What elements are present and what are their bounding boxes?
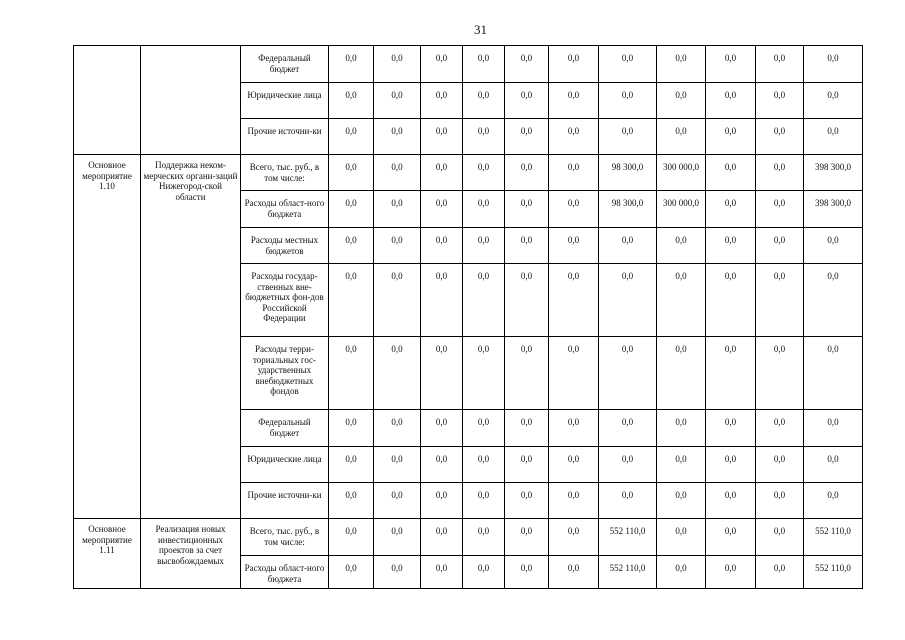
value-cell: 0,0 xyxy=(421,119,463,155)
value-cell: 0,0 xyxy=(804,264,863,337)
value-cell: 0,0 xyxy=(804,483,863,519)
value-cell: 0,0 xyxy=(421,228,463,264)
value-cell: 0,0 xyxy=(329,191,374,228)
value-cell: 0,0 xyxy=(549,119,599,155)
value-cell: 0,0 xyxy=(804,447,863,483)
value-cell: 0,0 xyxy=(599,228,657,264)
value-cell: 0,0 xyxy=(463,155,505,191)
value-cell: 0,0 xyxy=(756,447,804,483)
value-cell: 0,0 xyxy=(421,410,463,447)
funding-source-cell: Всего, тыс. руб., в том числе: xyxy=(241,519,329,556)
value-cell: 0,0 xyxy=(463,46,505,83)
value-cell: 0,0 xyxy=(756,191,804,228)
value-cell: 0,0 xyxy=(756,46,804,83)
value-cell: 0,0 xyxy=(421,83,463,119)
value-cell: 552 110,0 xyxy=(804,556,863,589)
value-cell: 300 000,0 xyxy=(657,155,706,191)
value-cell: 0,0 xyxy=(374,410,421,447)
value-cell: 0,0 xyxy=(463,447,505,483)
value-cell: 0,0 xyxy=(463,119,505,155)
value-cell: 0,0 xyxy=(505,46,549,83)
event-cell xyxy=(74,46,141,155)
value-cell: 0,0 xyxy=(549,228,599,264)
value-cell: 0,0 xyxy=(599,83,657,119)
value-cell: 0,0 xyxy=(549,556,599,589)
value-cell: 0,0 xyxy=(549,46,599,83)
value-cell: 0,0 xyxy=(463,337,505,410)
value-cell: 0,0 xyxy=(374,447,421,483)
funding-source-cell: Расходы государ-ственных вне-бюджетных фон-дов Российской Федерации xyxy=(241,264,329,337)
value-cell: 0,0 xyxy=(505,410,549,447)
value-cell: 0,0 xyxy=(804,119,863,155)
value-cell: 0,0 xyxy=(756,264,804,337)
page-number: 31 xyxy=(474,22,487,37)
value-cell: 0,0 xyxy=(804,83,863,119)
funding-source-cell: Федеральный бюджет xyxy=(241,410,329,447)
value-cell: 0,0 xyxy=(549,410,599,447)
value-cell: 0,0 xyxy=(329,519,374,556)
value-cell: 0,0 xyxy=(706,410,756,447)
value-cell: 0,0 xyxy=(463,264,505,337)
value-cell: 0,0 xyxy=(421,264,463,337)
value-cell: 0,0 xyxy=(599,337,657,410)
value-cell: 0,0 xyxy=(329,83,374,119)
value-cell: 0,0 xyxy=(421,337,463,410)
value-cell: 0,0 xyxy=(329,447,374,483)
value-cell: 0,0 xyxy=(374,119,421,155)
value-cell: 0,0 xyxy=(706,519,756,556)
value-cell: 0,0 xyxy=(706,155,756,191)
value-cell: 0,0 xyxy=(706,264,756,337)
value-cell: 0,0 xyxy=(756,119,804,155)
value-cell: 0,0 xyxy=(549,447,599,483)
funding-source-cell: Юридические лица xyxy=(241,447,329,483)
value-cell: 0,0 xyxy=(421,191,463,228)
value-cell: 0,0 xyxy=(756,83,804,119)
value-cell: 0,0 xyxy=(657,119,706,155)
value-cell: 0,0 xyxy=(756,519,804,556)
value-cell: 0,0 xyxy=(599,264,657,337)
funding-source-cell: Расходы терри-ториальных гос-ударственных внебюджетных фондов xyxy=(241,337,329,410)
table-row xyxy=(74,46,863,83)
value-cell: 0,0 xyxy=(463,191,505,228)
budget-table xyxy=(73,45,863,589)
value-cell: 0,0 xyxy=(374,46,421,83)
event-name-cell: Поддержка неком-мерческих органи-заций Нижегород-ской области xyxy=(141,155,241,519)
event-cell: Основное мероприятие 1.11 xyxy=(74,519,141,589)
value-cell: 0,0 xyxy=(505,83,549,119)
value-cell: 0,0 xyxy=(505,556,549,589)
value-cell: 0,0 xyxy=(374,337,421,410)
event-cell: Основное мероприятие 1.10 xyxy=(74,155,141,519)
value-cell: 0,0 xyxy=(374,191,421,228)
value-cell: 0,0 xyxy=(756,483,804,519)
value-cell: 0,0 xyxy=(463,83,505,119)
value-cell: 0,0 xyxy=(421,447,463,483)
value-cell: 0,0 xyxy=(505,119,549,155)
value-cell: 0,0 xyxy=(463,556,505,589)
value-cell: 0,0 xyxy=(756,228,804,264)
table-row xyxy=(74,519,863,556)
value-cell: 0,0 xyxy=(804,410,863,447)
value-cell: 0,0 xyxy=(374,519,421,556)
value-cell: 0,0 xyxy=(756,410,804,447)
value-cell: 0,0 xyxy=(505,191,549,228)
value-cell: 0,0 xyxy=(549,264,599,337)
funding-source-cell: Федеральный бюджет xyxy=(241,46,329,83)
value-cell: 0,0 xyxy=(374,556,421,589)
funding-source-cell: Прочие источни-ки xyxy=(241,119,329,155)
value-cell: 0,0 xyxy=(657,447,706,483)
value-cell: 0,0 xyxy=(756,556,804,589)
funding-source-cell: Расходы местных бюджетов xyxy=(241,228,329,264)
value-cell: 0,0 xyxy=(549,191,599,228)
value-cell: 0,0 xyxy=(657,519,706,556)
event-name-cell xyxy=(141,46,241,155)
value-cell: 0,0 xyxy=(804,46,863,83)
value-cell: 0,0 xyxy=(374,264,421,337)
funding-source-cell: Юридические лица xyxy=(241,83,329,119)
value-cell: 398 300,0 xyxy=(804,191,863,228)
value-cell: 0,0 xyxy=(657,556,706,589)
value-cell: 0,0 xyxy=(599,119,657,155)
value-cell: 0,0 xyxy=(657,337,706,410)
value-cell: 552 110,0 xyxy=(804,519,863,556)
value-cell: 0,0 xyxy=(706,83,756,119)
value-cell: 0,0 xyxy=(706,337,756,410)
value-cell: 0,0 xyxy=(549,519,599,556)
value-cell: 0,0 xyxy=(599,46,657,83)
value-cell: 398 300,0 xyxy=(804,155,863,191)
value-cell: 0,0 xyxy=(329,556,374,589)
value-cell: 0,0 xyxy=(706,483,756,519)
value-cell: 0,0 xyxy=(505,155,549,191)
value-cell: 0,0 xyxy=(421,556,463,589)
value-cell: 0,0 xyxy=(599,410,657,447)
value-cell: 0,0 xyxy=(706,191,756,228)
value-cell: 0,0 xyxy=(505,337,549,410)
value-cell: 0,0 xyxy=(329,483,374,519)
value-cell: 0,0 xyxy=(463,483,505,519)
value-cell: 0,0 xyxy=(657,483,706,519)
value-cell: 0,0 xyxy=(657,264,706,337)
value-cell: 0,0 xyxy=(463,519,505,556)
value-cell: 0,0 xyxy=(706,556,756,589)
value-cell: 552 110,0 xyxy=(599,519,657,556)
value-cell: 0,0 xyxy=(804,337,863,410)
value-cell: 0,0 xyxy=(421,155,463,191)
value-cell: 98 300,0 xyxy=(599,191,657,228)
event-name-cell: Реализация новых инвестиционных проектов за счет высвобождаемых xyxy=(141,519,241,589)
value-cell: 0,0 xyxy=(374,483,421,519)
value-cell: 0,0 xyxy=(329,155,374,191)
value-cell: 0,0 xyxy=(329,228,374,264)
value-cell: 98 300,0 xyxy=(599,155,657,191)
value-cell: 0,0 xyxy=(374,155,421,191)
value-cell: 0,0 xyxy=(505,519,549,556)
value-cell: 0,0 xyxy=(706,46,756,83)
value-cell: 0,0 xyxy=(463,410,505,447)
value-cell: 0,0 xyxy=(657,83,706,119)
value-cell: 0,0 xyxy=(756,155,804,191)
value-cell: 0,0 xyxy=(549,155,599,191)
value-cell: 0,0 xyxy=(329,119,374,155)
funding-source-cell: Всего, тыс. руб., в том числе: xyxy=(241,155,329,191)
value-cell: 552 110,0 xyxy=(599,556,657,589)
funding-source-cell: Расходы област-ного бюджета xyxy=(241,556,329,589)
value-cell: 0,0 xyxy=(374,83,421,119)
value-cell: 0,0 xyxy=(505,264,549,337)
value-cell: 0,0 xyxy=(374,228,421,264)
value-cell: 0,0 xyxy=(706,447,756,483)
value-cell: 0,0 xyxy=(329,337,374,410)
value-cell: 300 000,0 xyxy=(657,191,706,228)
value-cell: 0,0 xyxy=(599,483,657,519)
value-cell: 0,0 xyxy=(421,46,463,83)
value-cell: 0,0 xyxy=(804,228,863,264)
value-cell: 0,0 xyxy=(329,46,374,83)
value-cell: 0,0 xyxy=(505,228,549,264)
value-cell: 0,0 xyxy=(421,483,463,519)
value-cell: 0,0 xyxy=(505,483,549,519)
funding-source-cell: Прочие источни-ки xyxy=(241,483,329,519)
value-cell: 0,0 xyxy=(505,447,549,483)
value-cell: 0,0 xyxy=(657,46,706,83)
value-cell: 0,0 xyxy=(549,83,599,119)
value-cell: 0,0 xyxy=(657,228,706,264)
value-cell: 0,0 xyxy=(421,519,463,556)
value-cell: 0,0 xyxy=(599,447,657,483)
value-cell: 0,0 xyxy=(463,228,505,264)
value-cell: 0,0 xyxy=(549,337,599,410)
value-cell: 0,0 xyxy=(706,119,756,155)
value-cell: 0,0 xyxy=(329,410,374,447)
value-cell: 0,0 xyxy=(329,264,374,337)
table-row xyxy=(74,155,863,191)
value-cell: 0,0 xyxy=(706,228,756,264)
funding-source-cell: Расходы област-ного бюджета xyxy=(241,191,329,228)
value-cell: 0,0 xyxy=(657,410,706,447)
value-cell: 0,0 xyxy=(549,483,599,519)
value-cell: 0,0 xyxy=(756,337,804,410)
